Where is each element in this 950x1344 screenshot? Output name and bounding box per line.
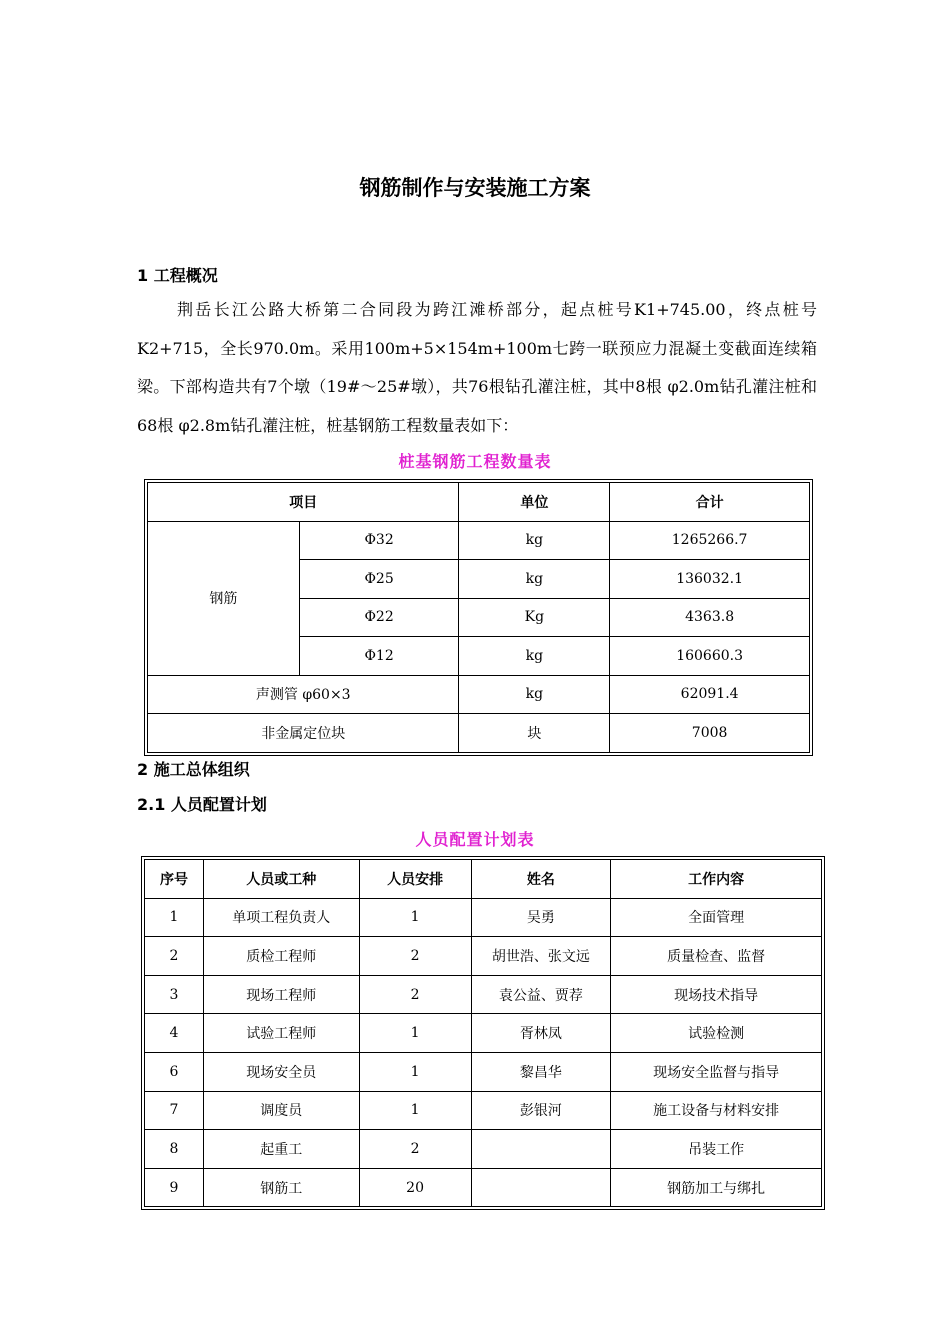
staff-role: 现场工程师 xyxy=(203,975,359,1014)
table-row xyxy=(145,937,822,976)
table-row xyxy=(145,975,822,1014)
rebar-total: 160660.3 xyxy=(610,637,810,676)
staff-count: 2 xyxy=(359,937,471,976)
staff-no: 2 xyxy=(145,937,204,976)
staff-name: 黎昌华 xyxy=(471,1052,611,1091)
staff-no: 6 xyxy=(145,1052,204,1091)
item-unit: kg xyxy=(459,675,610,714)
header-name: 姓名 xyxy=(471,860,611,899)
staff-table-caption: 人员配置计划表 xyxy=(415,830,535,849)
header-role: 人员或工种 xyxy=(203,860,359,899)
staff-name xyxy=(471,1168,611,1207)
header-duty: 工作内容 xyxy=(611,860,822,899)
staff-role: 调度员 xyxy=(203,1091,359,1130)
staff-role: 现场安全员 xyxy=(203,1052,359,1091)
table-row xyxy=(148,714,810,753)
table-row xyxy=(145,1130,822,1169)
header-total: 合计 xyxy=(610,483,810,522)
staff-duty: 全面管理 xyxy=(611,898,822,937)
table-row xyxy=(145,1091,822,1130)
section-heading-organization: 2 施工总体组织 xyxy=(137,760,250,779)
staff-role: 起重工 xyxy=(203,1130,359,1169)
staff-duty: 施工设备与材料安排 xyxy=(611,1091,822,1130)
table-row xyxy=(148,521,810,560)
staff-duty: 钢筋加工与绑扎 xyxy=(611,1168,822,1207)
staff-role: 质检工程师 xyxy=(203,937,359,976)
table-row xyxy=(145,1052,822,1091)
staff-count: 1 xyxy=(359,1052,471,1091)
staff-count: 1 xyxy=(359,898,471,937)
staff-no: 9 xyxy=(145,1168,204,1207)
table-header-row xyxy=(145,860,822,899)
staff-count: 20 xyxy=(359,1168,471,1207)
header-no: 序号 xyxy=(145,860,204,899)
rebar-spec: Φ32 xyxy=(299,521,459,560)
item-total: 62091.4 xyxy=(610,675,810,714)
table-row xyxy=(145,1014,822,1053)
staff-duty: 现场技术指导 xyxy=(611,975,822,1014)
staff-no: 8 xyxy=(145,1130,204,1169)
staff-name xyxy=(471,1130,611,1169)
staff-no: 1 xyxy=(145,898,204,937)
staff-plan-table xyxy=(144,859,822,1207)
rebar-total: 136032.1 xyxy=(610,560,810,599)
rebar-spec: Φ25 xyxy=(299,560,459,599)
section-heading-overview: 1 工程概况 xyxy=(137,266,218,285)
staff-name: 吴勇 xyxy=(471,898,611,937)
staff-name: 胥林凤 xyxy=(471,1014,611,1053)
header-unit: 单位 xyxy=(459,483,610,522)
staff-no: 3 xyxy=(145,975,204,1014)
table-row xyxy=(145,1168,822,1207)
header-item: 项目 xyxy=(148,483,459,522)
rebar-spec: Φ22 xyxy=(299,598,459,637)
overview-paragraph: 荆岳长江公路大桥第二合同段为跨江滩桥部分，起点桩号K1+745.00，终点桩号K2+715，全长970.0m。采用100m+5×154m+100m七跨一联预应力混凝土变截面连续箱梁。下部构造共有7个墩（19#～25#墩），共76根钻孔灌注桩，其中8根 φ2.0m钻孔灌注桩和68根 φ2.8m钻孔灌注桩，桩基钢筋工程数量表如下： xyxy=(137,300,817,435)
staff-name: 彭银河 xyxy=(471,1091,611,1130)
rebar-unit: kg xyxy=(459,637,610,676)
rebar-table-caption: 桩基钢筋工程数量表 xyxy=(398,452,552,471)
rebar-unit: kg xyxy=(459,521,610,560)
staff-role: 试验工程师 xyxy=(203,1014,359,1053)
rebar-group-label: 钢筋 xyxy=(148,521,300,675)
item-total: 7008 xyxy=(610,714,810,753)
staff-role: 单项工程负责人 xyxy=(203,898,359,937)
rebar-quantity-table xyxy=(147,482,810,753)
item-label: 非金属定位块 xyxy=(148,714,459,753)
rebar-spec: Φ12 xyxy=(299,637,459,676)
staff-duty: 试验检测 xyxy=(611,1014,822,1053)
staff-no: 7 xyxy=(145,1091,204,1130)
subsection-heading-staffing: 2.1 人员配置计划 xyxy=(137,795,267,814)
staff-count: 2 xyxy=(359,975,471,1014)
staff-no: 4 xyxy=(145,1014,204,1053)
rebar-unit: kg xyxy=(459,560,610,599)
staff-duty: 现场安全监督与指导 xyxy=(611,1052,822,1091)
staff-duty: 吊装工作 xyxy=(611,1130,822,1169)
staff-role: 钢筋工 xyxy=(203,1168,359,1207)
rebar-total: 1265266.7 xyxy=(610,521,810,560)
staff-count: 1 xyxy=(359,1091,471,1130)
header-count: 人员安排 xyxy=(359,860,471,899)
staff-count: 1 xyxy=(359,1014,471,1053)
table-row xyxy=(148,675,810,714)
rebar-total: 4363.8 xyxy=(610,598,810,637)
table-row xyxy=(145,898,822,937)
rebar-unit: Kg xyxy=(459,598,610,637)
document-title: 钢筋制作与安装施工方案 xyxy=(359,176,591,200)
staff-duty: 质量检查、监督 xyxy=(611,937,822,976)
staff-count: 2 xyxy=(359,1130,471,1169)
item-label: 声测管 φ60×3 xyxy=(148,675,459,714)
table-header-row xyxy=(148,483,810,522)
staff-name: 胡世浩、张文远 xyxy=(471,937,611,976)
staff-name: 袁公益、贾荐 xyxy=(471,975,611,1014)
item-unit: 块 xyxy=(459,714,610,753)
